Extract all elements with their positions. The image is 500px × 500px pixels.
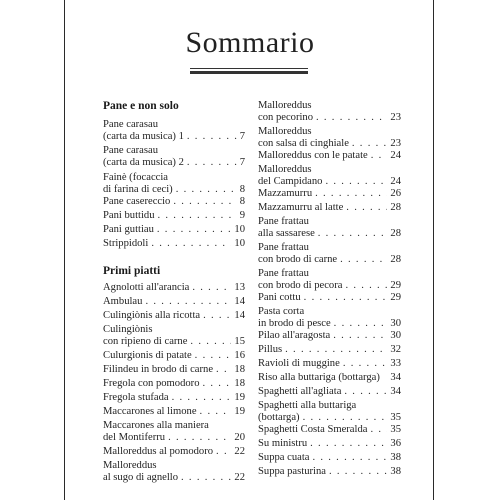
- toc-entry-title-line: (carta da musica) 2: [103, 157, 184, 168]
- toc-entry-title-line: Malloreddus: [103, 460, 157, 471]
- dot-leader: [370, 424, 387, 436]
- toc-entry-title-line: (carta da musica) 1: [103, 131, 184, 142]
- toc-entry[interactable]: [103, 364, 245, 376]
- toc-entry-title-line: Spaghetti Costa Smeralda: [258, 424, 368, 435]
- toc-entry-title-line: con salsa di cinghiale: [258, 138, 349, 149]
- page-number: 10: [234, 224, 245, 235]
- dot-leader: [371, 150, 388, 162]
- dot-leader: [158, 210, 237, 222]
- toc-entry-title-line: Culurgionis di patate: [103, 350, 192, 361]
- dot-leader: [192, 282, 231, 294]
- toc-entry-title-line: Pane casereccio: [103, 196, 171, 207]
- toc-entry[interactable]: [258, 344, 401, 356]
- dot-leader: [312, 452, 387, 464]
- toc-entry[interactable]: [258, 292, 401, 304]
- toc-entry-title-line: Mazzamurru al latte: [258, 202, 344, 213]
- toc-entry-title-line: Culingiònis alla ricotta: [103, 310, 201, 321]
- page-number: 28: [390, 202, 401, 213]
- toc-entry-title-line: (bottarga): [258, 412, 300, 423]
- toc-entry[interactable]: [258, 372, 401, 384]
- toc-entry-title-line: Spaghetti alla buttariga: [258, 400, 357, 411]
- toc-entry-title-line: Strippidoli: [103, 238, 149, 249]
- dot-leader: [333, 330, 387, 342]
- dot-leader: [200, 406, 232, 418]
- toc-entry-title-line: Pane frattau: [258, 268, 309, 279]
- toc-entry[interactable]: [258, 466, 401, 478]
- dot-leader: [216, 364, 231, 376]
- toc-entry[interactable]: [103, 196, 245, 208]
- toc-entry-title-line: di farina di ceci): [103, 184, 173, 195]
- dot-leader: [334, 318, 388, 330]
- toc-entry[interactable]: [258, 100, 401, 124]
- page-number: 20: [234, 432, 245, 443]
- toc-entry-title-line: Pane carasau: [103, 145, 158, 156]
- dot-leader: [151, 238, 231, 250]
- page-number: 8: [239, 184, 245, 195]
- toc-entry[interactable]: [258, 242, 401, 266]
- page-number: 28: [390, 228, 401, 239]
- page-number: 23: [390, 112, 401, 123]
- toc-entry-title-line: Pillus: [258, 344, 283, 355]
- toc-entry-title-line: Malloreddus con le patate: [258, 150, 368, 161]
- page-number: 35: [390, 412, 401, 423]
- toc-entry[interactable]: [258, 438, 401, 450]
- dot-leader: [340, 254, 387, 266]
- page-number: 19: [234, 392, 245, 403]
- toc-entry-title-line: Filindeu in brodo di carne: [103, 364, 214, 375]
- toc-entry[interactable]: [103, 145, 245, 169]
- toc-entry-title-line: in brodo di pesce: [258, 318, 331, 329]
- toc-entry[interactable]: [103, 420, 245, 444]
- toc-entry-title-line: Riso alla buttariga (bottarga): [258, 372, 380, 383]
- toc-entry[interactable]: [258, 164, 401, 188]
- toc-entry-title-line: Fregola stufada: [103, 392, 169, 403]
- toc-entry-title-line: Fregola con pomodoro: [103, 378, 200, 389]
- page-number: 7: [239, 157, 245, 168]
- dot-leader: [329, 466, 387, 478]
- page-number: 13: [234, 282, 245, 293]
- toc-entry[interactable]: [258, 268, 401, 292]
- toc-entry-title-line: Spaghetti all'agliata: [258, 386, 342, 397]
- page-number: 24: [390, 176, 401, 187]
- toc-entry-title-line: Mazzamurru: [258, 188, 313, 199]
- toc-entry[interactable]: [258, 330, 401, 342]
- toc-entry[interactable]: [258, 202, 401, 214]
- page-number: 18: [234, 364, 245, 375]
- toc-entry[interactable]: [258, 188, 401, 200]
- page-number: 9: [239, 210, 245, 221]
- toc-entry-title-line: Malloreddus: [258, 164, 312, 175]
- toc-entry-title-line: Malloreddus: [258, 126, 312, 137]
- toc-entry-title-line: del Campidano: [258, 176, 323, 187]
- dot-leader: [315, 188, 387, 200]
- dot-leader: [346, 202, 387, 214]
- dot-leader: [190, 336, 231, 348]
- toc-entry-title-line: Fainè (focaccia: [103, 172, 168, 183]
- page-number: 35: [390, 424, 401, 435]
- page-number: 29: [390, 292, 401, 303]
- page-number: 33: [390, 358, 401, 369]
- toc-entry[interactable]: [103, 119, 245, 143]
- toc-entry[interactable]: [103, 392, 245, 404]
- page-number: 28: [390, 254, 401, 265]
- dot-leader: [181, 472, 231, 484]
- toc-entry-title-line: Culingiònis: [103, 324, 153, 335]
- dot-leader: [157, 224, 232, 236]
- toc-entry-title-line: Maccarones alla maniera: [103, 420, 209, 431]
- page-number: 22: [234, 472, 245, 483]
- dot-leader: [203, 310, 231, 322]
- toc-entry[interactable]: [103, 296, 245, 308]
- dot-leader: [304, 292, 388, 304]
- toc-entry-title-line: con pecorino: [258, 112, 314, 123]
- toc-entry-title-line: Pane frattau: [258, 242, 309, 253]
- dot-leader: [352, 138, 388, 150]
- toc-entry-title-line: Ravioli di muggine: [258, 358, 340, 369]
- page-number: 14: [234, 310, 245, 321]
- section-heading: Pane e non solo: [103, 100, 179, 112]
- page-number: 24: [390, 150, 401, 161]
- toc-entry[interactable]: [103, 224, 245, 236]
- toc-entry[interactable]: [103, 350, 245, 362]
- page-number: 14: [234, 296, 245, 307]
- toc-entry[interactable]: [258, 386, 401, 398]
- toc-entry[interactable]: [103, 310, 245, 322]
- toc-entry-title-line: Pasta corta: [258, 306, 305, 317]
- toc-entry-title-line: Malloreddus: [258, 100, 312, 111]
- toc-entry[interactable]: [258, 216, 401, 240]
- toc-entry-title-line: Pani buttidu: [103, 210, 155, 221]
- page-number: 30: [390, 330, 401, 341]
- page-title: Sommario: [185, 26, 315, 59]
- toc-entry-title-line: Pani cottu: [258, 292, 301, 303]
- toc-entry[interactable]: [258, 358, 401, 370]
- dot-leader: [172, 392, 232, 404]
- toc-entry-title-line: con brodo di pecora: [258, 280, 343, 291]
- page-number: 29: [390, 280, 401, 291]
- dot-leader: [176, 184, 237, 196]
- page-number: 19: [234, 406, 245, 417]
- toc-entry-title-line: Ambulau: [103, 296, 143, 307]
- toc-entry[interactable]: [103, 378, 245, 390]
- dot-leader: [195, 350, 232, 362]
- dot-leader: [187, 131, 237, 143]
- page-number: 32: [390, 344, 401, 355]
- dot-leader: [318, 228, 388, 240]
- page-number: 22: [234, 446, 245, 457]
- toc-entry[interactable]: [103, 238, 245, 250]
- dot-leader: [187, 157, 237, 169]
- toc-entry-title-line: Agnolotti all'arancia: [103, 282, 190, 293]
- title-rule-thick: [190, 71, 308, 74]
- dot-leader: [216, 446, 231, 458]
- toc-entry-title-line: Pane frattau: [258, 216, 309, 227]
- dot-leader: [303, 412, 388, 424]
- page-number: 16: [234, 350, 245, 361]
- toc-entry-title-line: alla sassarese: [258, 228, 315, 239]
- dot-leader: [203, 378, 232, 390]
- section-heading: Primi piatti: [103, 265, 161, 277]
- dot-leader: [316, 112, 387, 124]
- toc-entry-title-line: Pani guttiau: [103, 224, 154, 235]
- page-number: 34: [390, 386, 401, 397]
- toc-entry-title-line: Malloreddus al pomodoro: [103, 446, 214, 457]
- toc-entry[interactable]: [103, 324, 245, 348]
- toc-entry-title-line: del Montiferru: [103, 432, 166, 443]
- dot-leader: [168, 432, 231, 444]
- dot-leader: [145, 296, 231, 308]
- toc-entry[interactable]: [103, 172, 245, 196]
- toc-entry[interactable]: [258, 306, 401, 330]
- toc-entry[interactable]: [103, 210, 245, 222]
- toc-entry[interactable]: [258, 400, 401, 424]
- page-number: 15: [234, 336, 245, 347]
- page-number: 26: [390, 188, 401, 199]
- dot-leader: [345, 280, 387, 292]
- page-number: 10: [234, 238, 245, 249]
- toc-entry[interactable]: [103, 406, 245, 418]
- page-number: 18: [234, 378, 245, 389]
- page-number: 36: [390, 438, 401, 449]
- dot-leader: [285, 344, 387, 356]
- page-number: 38: [390, 452, 401, 463]
- toc-entry[interactable]: [103, 460, 245, 484]
- toc-entry[interactable]: [258, 452, 401, 464]
- dot-leader: [310, 438, 387, 450]
- toc-entry-title-line: Suppa pasturina: [258, 466, 326, 477]
- dot-leader: [173, 196, 236, 208]
- dot-leader: [325, 176, 387, 188]
- toc-entry[interactable]: [103, 446, 245, 458]
- toc-entry-title-line: Pilao all'aragosta: [258, 330, 331, 341]
- toc-entry-title-line: con brodo di carne: [258, 254, 338, 265]
- toc-entry[interactable]: [258, 126, 401, 150]
- dot-leader: [344, 386, 387, 398]
- toc-entry[interactable]: [258, 424, 401, 436]
- page-number: 34: [390, 372, 401, 383]
- toc-entry-title-line: Su ministru: [258, 438, 308, 449]
- toc-entry-title-line: Suppa cuata: [258, 452, 310, 463]
- toc-entry[interactable]: [258, 150, 401, 162]
- page-number: 23: [390, 138, 401, 149]
- title-rule: [190, 68, 308, 69]
- toc-entry-title-line: Maccarones al limone: [103, 406, 197, 417]
- page-number: 38: [390, 466, 401, 477]
- toc-entry-title-line: al sugo di agnello: [103, 472, 179, 483]
- page-number: 8: [239, 196, 245, 207]
- toc-entry-title-line: con ripieno di carne: [103, 336, 188, 347]
- dot-leader: [343, 358, 388, 370]
- toc-entry[interactable]: [103, 282, 245, 294]
- page-number: 30: [390, 318, 401, 329]
- toc-entry-title-line: Pane carasau: [103, 119, 158, 130]
- page-number: 7: [239, 131, 245, 142]
